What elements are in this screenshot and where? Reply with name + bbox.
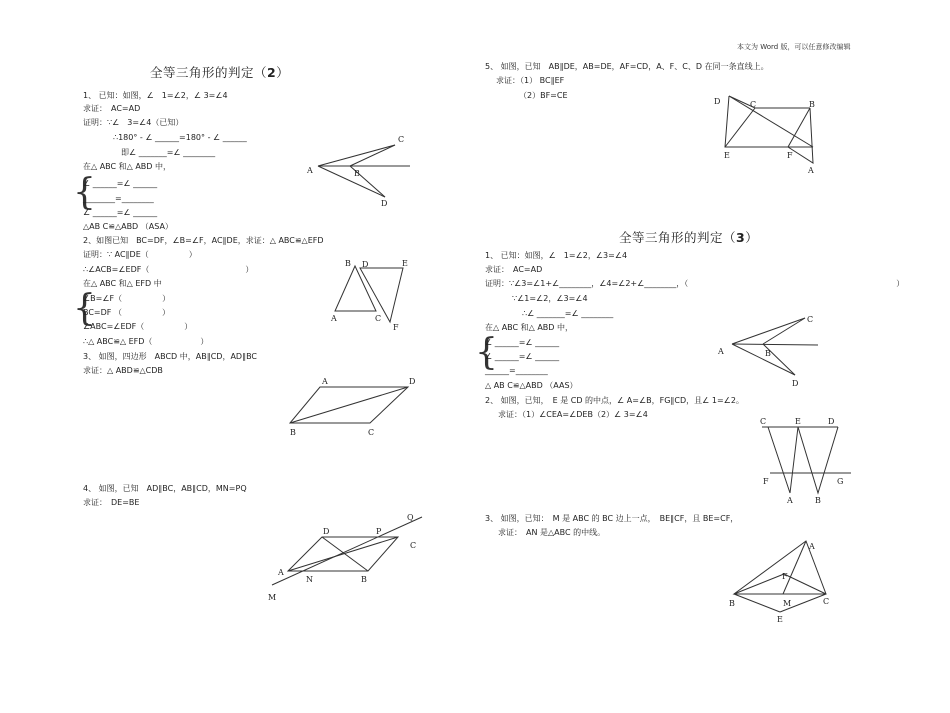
f8-label-A: A xyxy=(809,542,815,551)
header-note: 本文为 Word 版，可以任意修改编辑 xyxy=(737,43,851,51)
f5-label-A: A xyxy=(808,166,814,175)
q1-line6: 在△ ABC 和△ ABD 中， xyxy=(485,323,574,332)
f8-label-E: E xyxy=(777,615,783,624)
f7-label-E: E xyxy=(795,417,801,426)
f1-label-C: C xyxy=(398,135,405,144)
problem2-line4: 在△ ABC 和△ EFD 中 xyxy=(83,279,162,288)
f2-label-A: A xyxy=(331,314,337,323)
f2-label-D: D xyxy=(362,260,369,269)
f6-label-D: D xyxy=(792,379,799,388)
f8-label-F: F xyxy=(782,572,788,581)
problem5-line3: （2）BF=CE xyxy=(519,91,568,100)
f3-label-C: C xyxy=(368,428,375,437)
f5-label-D: D xyxy=(714,97,721,106)
f5-label-B: B xyxy=(809,100,815,109)
title-number: 2 xyxy=(267,65,277,80)
q1-line3: 证明：∵∠3=∠1+∠________，∠4=∠2+∠________，（ ） xyxy=(485,279,905,288)
f2-label-E: E xyxy=(402,259,408,268)
f5-label-C: C xyxy=(750,100,757,109)
problem5-line2: 求证：（1） BC∥EF xyxy=(496,76,565,85)
f4-label-N: N xyxy=(306,575,313,584)
f7-label-B: B xyxy=(815,496,821,505)
f5-label-F: F xyxy=(787,151,793,160)
q1-line1: 1、 已知：如图，∠ 1=∠2，∠3=∠4 xyxy=(485,251,628,260)
title-text: 全等三角形的判定（ xyxy=(619,230,737,245)
f8-line-BF xyxy=(734,574,784,594)
title-close: ） xyxy=(276,65,290,80)
f7-label-A: A xyxy=(787,496,793,505)
f2-label-F: F xyxy=(393,323,399,332)
brace-left-1: { xyxy=(73,172,96,213)
f1-label-B: B xyxy=(354,169,360,178)
problem1-line7: △AB C≌△ABD （ASA） xyxy=(83,222,173,231)
problem2-brace-line3: ∠ABC=∠EDF（ ） xyxy=(83,322,193,331)
problem2-brace-line1: ∠B=∠F（ ） xyxy=(83,294,171,303)
problem2-brace-line2: BC=DF （ ） xyxy=(83,308,170,317)
f5-label-E: E xyxy=(724,151,730,160)
q1-line7: △ AB C≌△ABD （AAS） xyxy=(485,381,578,390)
f3-label-B: B xyxy=(290,428,296,437)
problem1-line2: 求证： AC=AD xyxy=(83,104,141,113)
f8-label-B: B xyxy=(729,599,735,608)
brace-right-1: { xyxy=(475,332,498,373)
f7-label-F: F xyxy=(763,477,769,486)
problem3-line1: 3、 如图，四边形 ABCD 中，AB∥CD，AD∥BC xyxy=(83,352,258,361)
q1-line4: ∵∠1=∠2，∠3=∠4 xyxy=(512,294,588,303)
problem4-line1: 4、 如图，已知 AD∥BC，AB∥CD，MN=PQ xyxy=(83,484,247,493)
f1-label-A: A xyxy=(307,166,313,175)
problem5-line1: 5、 如图，已知 AB∥DE，AB=DE，AF=CD，A、F、C、D 在同一条直线上。 xyxy=(485,62,769,71)
problem2-line2: 证明：∵ AC∥DE（ ） xyxy=(83,250,197,259)
f6-label-A: A xyxy=(718,347,724,356)
q1-line5: ∴∠ _______=∠ ________ xyxy=(522,309,614,318)
f4-label-C: C xyxy=(410,541,417,550)
f4-label-M: M xyxy=(268,593,277,602)
q2-line1: 2、 如图，已知， E 是 CD 的中点，∠ A=∠B，FG∥CD，且∠ 1=∠2。 xyxy=(485,396,744,405)
q1-brace-line1: ∠ ______=∠ ______ xyxy=(485,338,560,347)
title-close: ） xyxy=(745,230,759,245)
problem1-line1: 1、 已知：如图，∠ 1=∠2，∠ 3=∠4 xyxy=(83,91,228,100)
problem1-brace-line2: ________=________ xyxy=(83,194,154,203)
problem1-line5: 即∠ _______=∠ ________ xyxy=(121,148,216,157)
f1-label-D: D xyxy=(381,199,388,208)
problem4-line2: 求证： DE=BE xyxy=(83,498,140,507)
brace-left-2: { xyxy=(73,288,96,329)
f8-line-BE xyxy=(734,594,780,612)
f8-label-M: M xyxy=(783,599,792,608)
f3-label-A: A xyxy=(322,377,328,386)
f4-label-B: B xyxy=(361,575,367,584)
q1-brace-line2: ∠ ______=∠ ______ xyxy=(485,352,560,361)
problem1-line4: ∴180° - ∠ ______=180° - ∠ ______ xyxy=(113,133,247,142)
q3-line2: 求证： AN 是△ABC 的中线。 xyxy=(498,528,606,537)
f7-label-G: G xyxy=(837,477,844,486)
q1-brace-line3: ______=________ xyxy=(485,366,548,375)
problem1-brace-line1: ∠ ______=∠ ______ xyxy=(83,179,158,188)
f7-label-C: C xyxy=(760,417,767,426)
problem2-line3: ∴∠ACB=∠EDF（ ） xyxy=(83,265,254,274)
q2-line2: 求证：（1）∠CEA=∠DEB（2）∠ 3=∠4 xyxy=(498,410,648,419)
f4-label-A: A xyxy=(278,568,284,577)
problem3-line2: 求证：△ ABD≌△CDB xyxy=(83,366,163,375)
problem1-brace-line3: ∠ ______=∠ ______ xyxy=(83,208,158,217)
problem2-line1: 2、如图已知 BC=DF，∠B=∠F，AC∥DE，求证：△ ABC≌△EFD xyxy=(83,236,324,245)
problem1-line3: 证明：∵∠ 3=∠4（已知） xyxy=(83,118,184,127)
f3-label-D: D xyxy=(409,377,416,386)
problem2-line5: ∴△ ABC≌△ EFD（ ） xyxy=(83,337,209,346)
title-text: 全等三角形的判定（ xyxy=(150,65,268,80)
f2-label-B: B xyxy=(345,259,351,268)
problem1-line6: 在△ ABC 和△ ABD 中， xyxy=(83,162,172,171)
f8-label-C: C xyxy=(823,597,830,606)
f6-label-C: C xyxy=(807,315,814,324)
f7-label-D: D xyxy=(828,417,835,426)
f2-label-C: C xyxy=(375,314,382,323)
f4-label-D: D xyxy=(323,527,330,536)
f6-label-B: B xyxy=(765,349,771,358)
q1-line2: 求证： AC=AD xyxy=(485,265,543,274)
q3-line1: 3、 如图，已知： M 是 ABC 的 BC 边上一点， BE∥CF，且 BE=CF， xyxy=(485,514,739,523)
f4-label-Q: Q xyxy=(407,513,414,522)
title-number: 3 xyxy=(736,230,746,245)
f4-label-P: P xyxy=(376,527,382,536)
